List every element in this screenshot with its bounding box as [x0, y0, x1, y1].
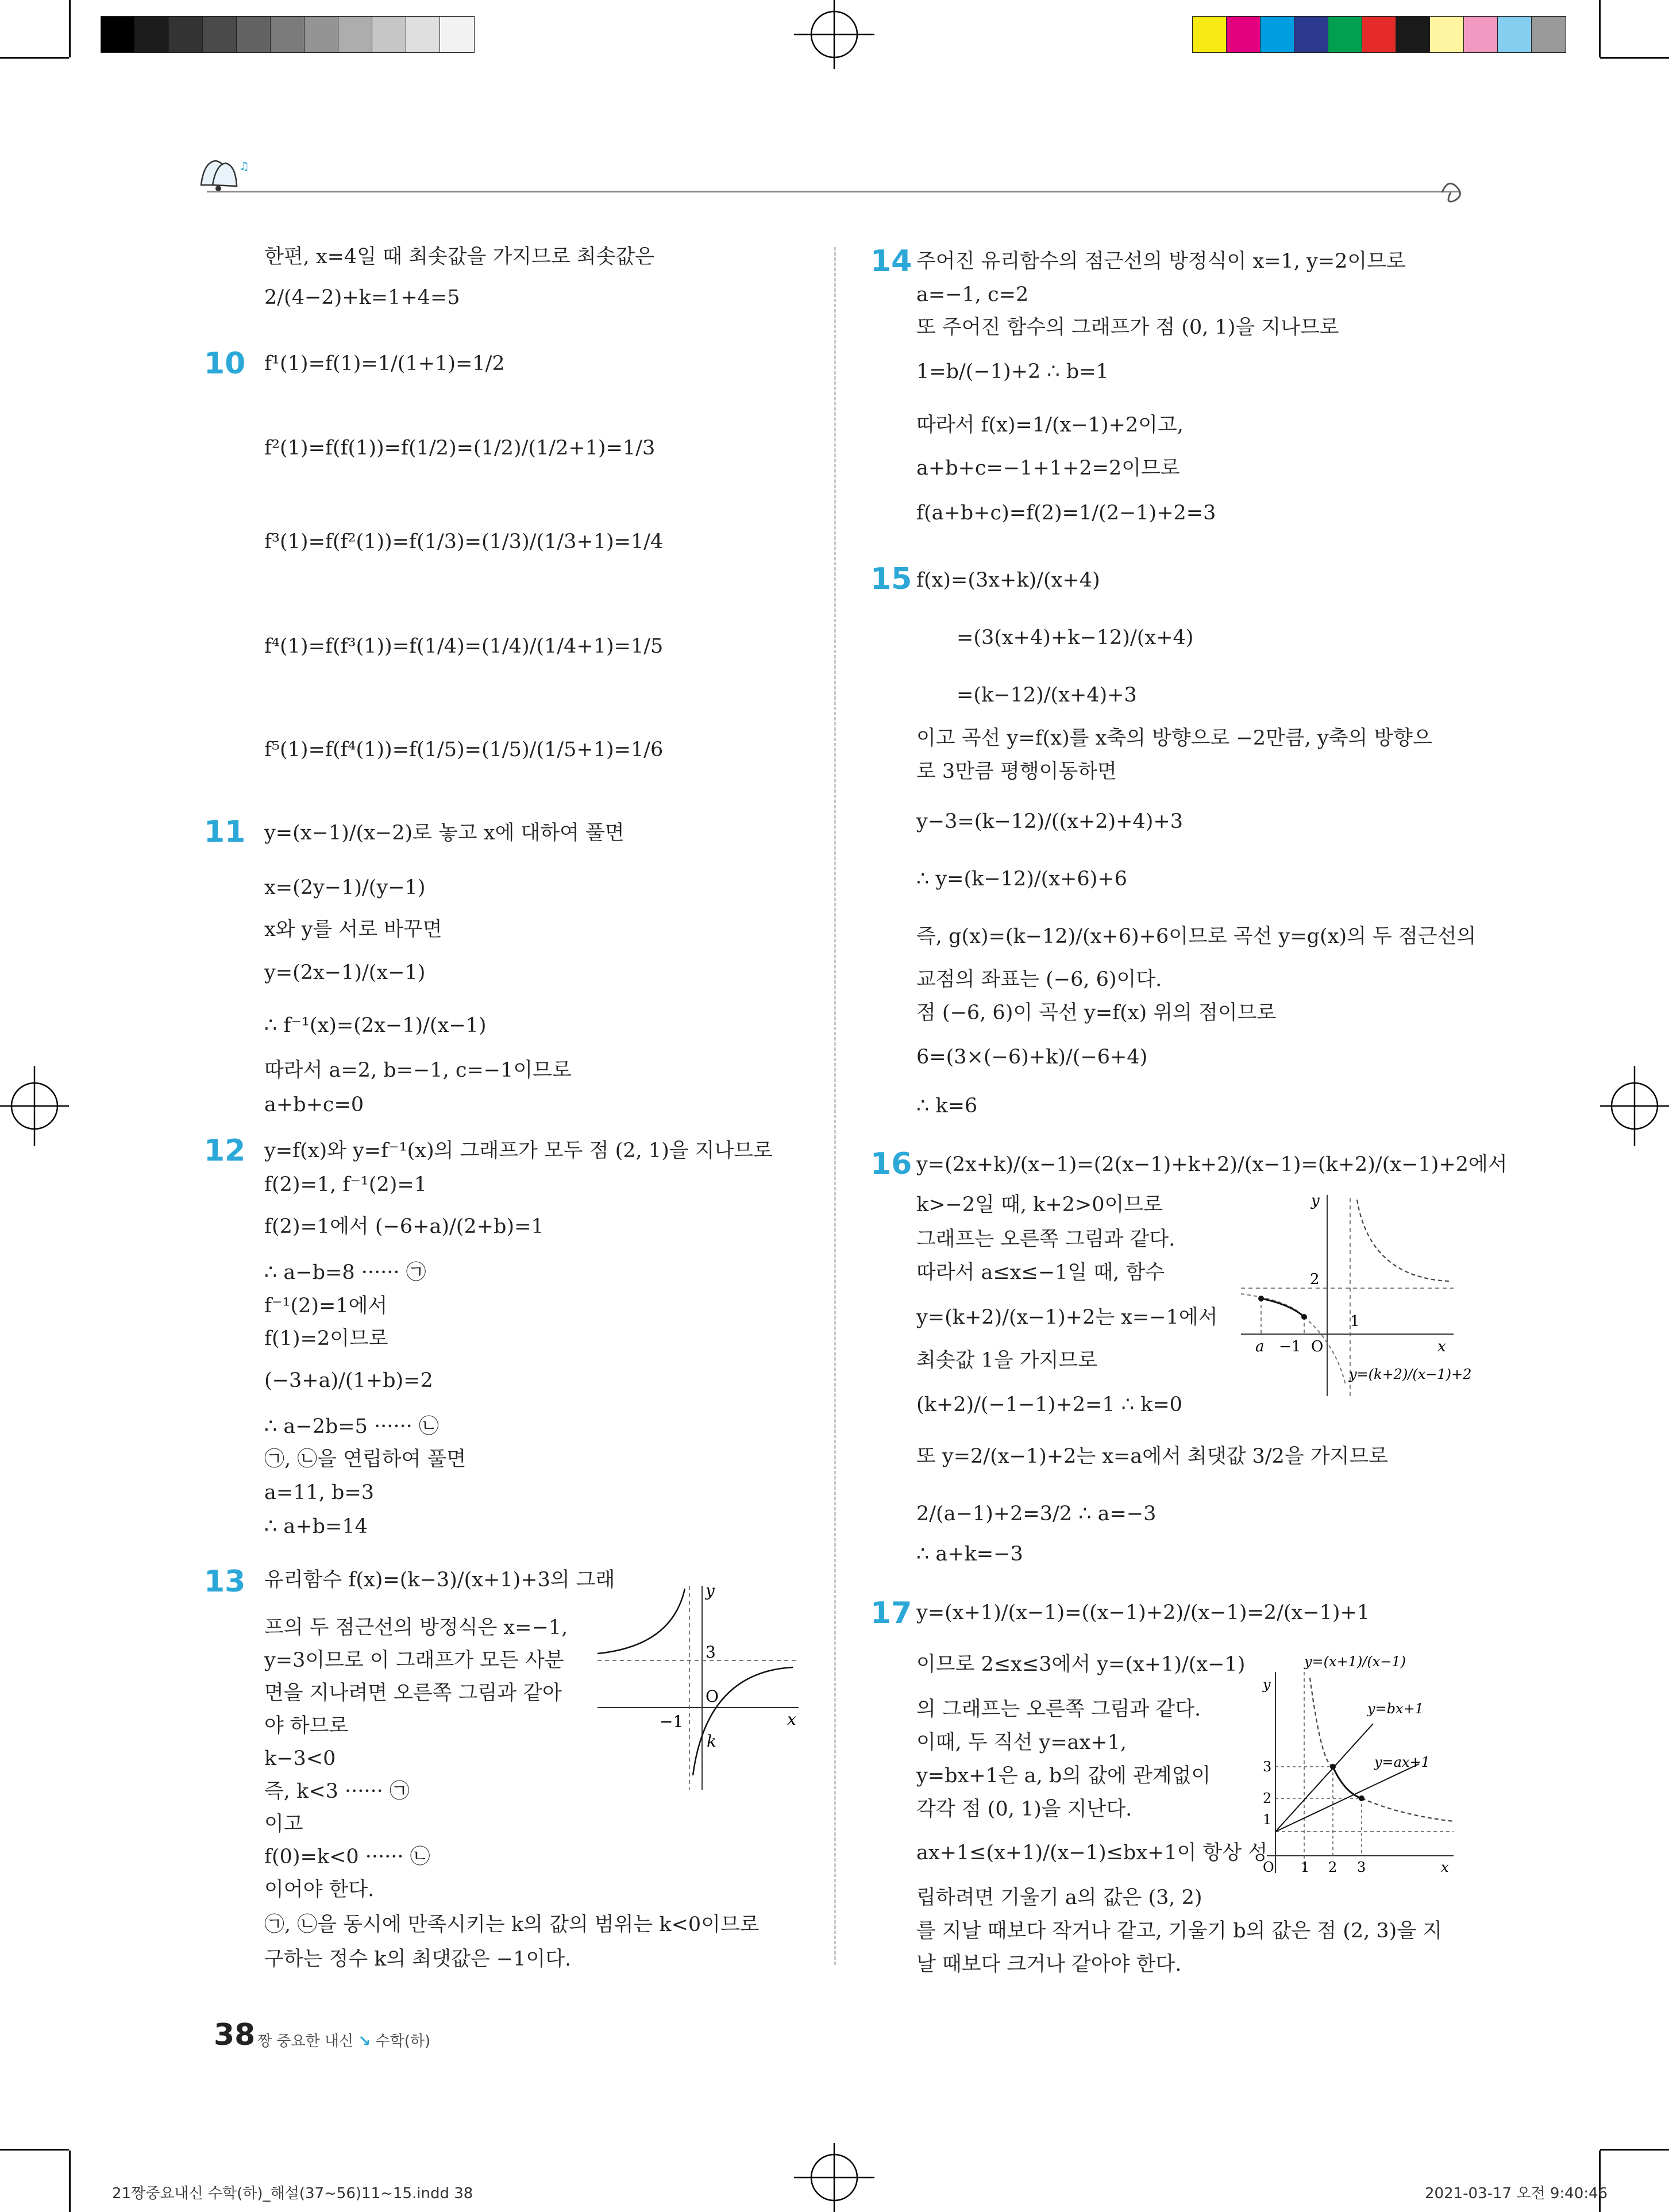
right-line: 즉, g(x)=(k−12)/(x+6)+6이므로 곡선 y=g(x)의 두 점근선의 — [916, 925, 1477, 948]
right-line: 2/(a−1)+2=3/2 ∴ a=−3 — [916, 1502, 1157, 1525]
left-line: ∴ f⁻¹(x)=(2x−1)/(x−1) — [264, 1014, 487, 1037]
book-title-subject: 수학(하) — [375, 2033, 431, 2050]
left-line: a+b+c=0 — [264, 1093, 364, 1116]
graph17-origin: O — [1263, 1859, 1274, 1875]
right-line: ∴ y=(k−12)/(x+6)+6 — [916, 868, 1127, 891]
left-line: y=(2x−1)/(x−1) — [264, 961, 426, 984]
left-line: f²(1)=f(f(1))=f(1/2)=(1/2)/(1/2+1)=1/3 — [264, 437, 656, 460]
color-swatch — [1362, 16, 1397, 53]
right-line: y−3=(k−12)/((x+2)+4)+3 — [916, 810, 1184, 833]
graph-problem-16 — [1235, 1189, 1472, 1402]
color-swatch — [134, 16, 169, 53]
graph13-tick-3: 3 — [706, 1643, 716, 1662]
book-title-main: 짱 중요한 내신 — [257, 2033, 354, 2050]
color-swatch — [1497, 16, 1532, 53]
left-line: 면을 지나려면 오른쪽 그림과 같아 — [264, 1682, 562, 1705]
graph16-curve-label: y=(k+2)/(x−1)+2 — [1349, 1366, 1472, 1382]
right-line: 그래프는 오른쪽 그림과 같다. — [916, 1228, 1175, 1251]
graph16-x-label: x — [1437, 1338, 1446, 1355]
graph16-tick-1: 1 — [1350, 1313, 1360, 1330]
left-line: f⁵(1)=f(f⁴(1))=f(1/5)=(1/5)/(1/5+1)=1/6 — [264, 738, 664, 761]
color-swatch — [338, 16, 373, 53]
left-line: 이고 — [264, 1813, 303, 1836]
left-line: x=(2y−1)/(y−1) — [264, 876, 426, 899]
right-line: (k+2)/(−1−1)+2=1 ∴ k=0 — [916, 1393, 1182, 1416]
left-line: ㉠, ㉡을 연립하여 풀면 — [264, 1448, 467, 1471]
color-swatch — [304, 16, 339, 53]
right-line: =(3(x+4)+k−12)/(x+4) — [957, 626, 1194, 649]
graph17-tick-y1: 1 — [1263, 1812, 1272, 1828]
graph17-x-label: x — [1441, 1859, 1449, 1875]
print-timestamp: 2021-03-17 오전 9:40:46 — [1425, 2185, 1608, 2202]
problem-number-16: 16 — [870, 1147, 912, 1181]
left-line: a=11, b=3 — [264, 1481, 374, 1504]
right-line: ax+1≤(x+1)/(x−1)≤bx+1이 항상 성 — [916, 1841, 1268, 1864]
left-line: f(1)=2이므로 — [264, 1327, 388, 1350]
left-line: 2/(4−2)+k=1+4=5 — [264, 286, 460, 309]
color-swatch — [440, 16, 475, 53]
left-line: 한편, x=4일 때 최솟값을 가지므로 최솟값은 — [264, 245, 655, 268]
graph17-tick-x1: 1 — [1301, 1859, 1310, 1875]
left-line: ∴ a−b=8 ······ ㉠ — [264, 1261, 426, 1284]
left-line: ㉠, ㉡을 동시에 만족시키는 k의 값의 범위는 k<0이므로 — [264, 1913, 760, 1936]
right-line: 또 y=2/(x−1)+2는 x=a에서 최댓값 3/2을 가지므로 — [916, 1445, 1389, 1468]
graph17-tick-y2: 2 — [1263, 1790, 1272, 1806]
graph-problem-13 — [592, 1574, 804, 1793]
color-swatch — [1328, 16, 1363, 53]
graph16-tick-2: 2 — [1310, 1271, 1320, 1288]
leaf-icon: ↘ — [358, 2033, 371, 2050]
color-swatch — [372, 16, 407, 53]
right-line: k>−2일 때, k+2>0이므로 — [916, 1193, 1163, 1216]
right-line: ∴ a+k=−3 — [916, 1543, 1023, 1566]
left-line: y=3이므로 이 그래프가 모든 사분 — [264, 1649, 564, 1672]
color-swatch — [406, 16, 441, 53]
right-line: f(a+b+c)=f(2)=1/(2−1)+2=3 — [916, 502, 1216, 525]
right-line: 따라서 a≤x≤−1일 때, 함수 — [916, 1261, 1165, 1284]
graph17-y-label: y — [1263, 1677, 1271, 1693]
problem-number-13: 13 — [204, 1564, 246, 1599]
left-line: f⁻¹(2)=1에서 — [264, 1294, 388, 1317]
left-line: y=f(x)와 y=f⁻¹(x)의 그래프가 모두 점 (2, 1)을 지나므로 — [264, 1139, 773, 1162]
graph17-tick-x3: 3 — [1357, 1859, 1366, 1875]
graph13-y-label: y — [706, 1581, 715, 1600]
problem-number-11: 11 — [204, 815, 246, 849]
right-line: 따라서 f(x)=1/(x−1)+2이고, — [916, 414, 1184, 437]
left-line: f⁴(1)=f(f³(1))=f(1/4)=(1/4)/(1/4+1)=1/5 — [264, 635, 664, 658]
right-line: 6=(3×(−6)+k)/(−6+4) — [916, 1046, 1148, 1069]
left-line: f¹(1)=f(1)=1/(1+1)=1/2 — [264, 352, 505, 375]
right-line: 이므로 2≤x≤3에서 y=(x+1)/(x−1) — [916, 1653, 1246, 1676]
color-swatch — [1260, 16, 1295, 53]
header-bell-decoration — [190, 151, 259, 202]
right-line: 또 주어진 함수의 그래프가 점 (0, 1)을 지나므로 — [916, 316, 1339, 339]
graph17-line-b-label: y=bx+1 — [1367, 1701, 1424, 1717]
color-swatch — [236, 16, 271, 53]
left-line: f(2)=1에서 (−6+a)/(2+b)=1 — [264, 1215, 544, 1238]
left-line: (−3+a)/(1+b)=2 — [264, 1369, 433, 1392]
right-line: 점 (−6, 6)이 곡선 y=f(x) 위의 점이므로 — [916, 1001, 1277, 1024]
right-line: 교점의 좌표는 (−6, 6)이다. — [916, 968, 1162, 991]
svg-text:♫: ♫ — [239, 159, 249, 173]
right-line: 로 3만큼 평행이동하면 — [916, 760, 1117, 783]
right-line: 를 지날 때보다 작거나 같고, 기울기 b의 값은 점 (2, 3)을 지 — [916, 1920, 1443, 1943]
left-line: ∴ a−2b=5 ······ ㉡ — [264, 1415, 439, 1438]
graph13-origin: O — [706, 1687, 719, 1706]
problem-number-15: 15 — [870, 562, 912, 596]
right-line: y=(2x+k)/(x−1)=(2(x−1)+k+2)/(x−1)=(k+2)/(x−1)+2에서 — [916, 1153, 1508, 1176]
problem-number-17: 17 — [870, 1596, 912, 1631]
right-line: 최솟값 1을 가지므로 — [916, 1349, 1097, 1372]
graph-problem-17 — [1252, 1649, 1459, 1879]
graph13-k-label: k — [707, 1732, 716, 1751]
graph17-tick-y3: 3 — [1263, 1759, 1272, 1775]
right-line: y=(x+1)/(x−1)=((x−1)+2)/(x−1)=2/(x−1)+1 — [916, 1601, 1370, 1624]
graph16-tick-minus1: −1 — [1279, 1338, 1301, 1355]
color-swatch — [1226, 16, 1261, 53]
problem-number-12: 12 — [204, 1134, 246, 1168]
left-line: 야 하므로 — [264, 1714, 349, 1737]
right-line: 립하려면 기울기 a의 값은 (3, 2) — [916, 1886, 1202, 1909]
right-line: =(k−12)/(x+4)+3 — [957, 684, 1137, 707]
color-swatch — [1531, 16, 1566, 53]
left-line: f(2)=1, f⁻¹(2)=1 — [264, 1173, 427, 1196]
right-line: 주어진 유리함수의 점근선의 방정식이 x=1, y=2이므로 — [916, 250, 1406, 273]
left-line: ∴ a+b=14 — [264, 1515, 368, 1538]
graph16-a-label: a — [1255, 1338, 1265, 1355]
color-swatch — [1396, 16, 1431, 53]
left-line: 구하는 정수 k의 최댓값은 −1이다. — [264, 1948, 572, 1971]
graph13-x-label: x — [787, 1710, 796, 1729]
color-swatch — [1294, 16, 1329, 53]
book-title — [257, 2029, 430, 2051]
graph16-y-label: y — [1311, 1192, 1320, 1209]
color-swatch — [270, 16, 305, 53]
graph16-origin: O — [1311, 1338, 1324, 1355]
color-swatch — [168, 16, 203, 53]
right-line: ∴ k=6 — [916, 1095, 978, 1117]
right-line: 날 때보다 크거나 같아야 한다. — [916, 1953, 1182, 1976]
right-line: 이고 곡선 y=f(x)를 x축의 방향으로 −2만큼, y축의 방향으 — [916, 727, 1432, 750]
left-line: 따라서 a=2, b=−1, c=−1이므로 — [264, 1059, 572, 1082]
right-line: 1=b/(−1)+2 ∴ b=1 — [916, 360, 1109, 383]
left-line: f(0)=k<0 ······ ㉡ — [264, 1845, 430, 1868]
right-line: a=−1, c=2 — [916, 283, 1029, 306]
left-line: 유리함수 f(x)=(k−3)/(x+1)+3의 그래 — [264, 1569, 615, 1591]
header-ribbon-knot — [1436, 175, 1471, 210]
column-divider — [834, 247, 836, 1965]
color-swatch — [202, 16, 237, 53]
problem-number-10: 10 — [204, 346, 246, 381]
right-line: 의 그래프는 오른쪽 그림과 같다. — [916, 1698, 1201, 1721]
left-line: 이어야 한다. — [264, 1878, 375, 1901]
graph17-curve-label: y=(x+1)/(x−1) — [1304, 1654, 1406, 1670]
right-line: a+b+c=−1+1+2=2이므로 — [916, 457, 1180, 480]
left-line: f³(1)=f(f²(1))=f(1/3)=(1/3)/(1/3+1)=1/4 — [264, 530, 664, 553]
color-swatch — [1463, 16, 1498, 53]
graph17-tick-x2: 2 — [1328, 1859, 1337, 1875]
right-line: y=(k+2)/(x−1)+2는 x=−1에서 — [916, 1306, 1218, 1329]
color-swatch — [1192, 16, 1227, 53]
left-line: 즉, k<3 ······ ㉠ — [264, 1780, 410, 1803]
indd-file-name: 21짱중요내신 수학(하)_해설(37~56)11~15.indd 38 — [112, 2185, 473, 2202]
left-line: x와 y를 서로 바꾸면 — [264, 918, 442, 941]
left-line: y=(x−1)/(x−2)로 놓고 x에 대하여 풀면 — [264, 822, 625, 845]
right-line: 각각 점 (0, 1)을 지난다. — [916, 1798, 1132, 1821]
left-line: 프의 두 점근선의 방정식은 x=−1, — [264, 1616, 568, 1639]
problem-number-14: 14 — [870, 244, 912, 279]
page-number: 38 — [214, 2018, 256, 2052]
right-line: 이때, 두 직선 y=ax+1, — [916, 1731, 1127, 1754]
right-line: y=bx+1은 a, b의 값에 관계없이 — [916, 1764, 1211, 1787]
graph13-tick-minus1: −1 — [660, 1712, 684, 1731]
color-swatch — [101, 16, 136, 53]
color-swatch — [1429, 16, 1464, 53]
left-line: k−3<0 — [264, 1747, 336, 1770]
graph17-line-a-label: y=ax+1 — [1374, 1754, 1430, 1770]
header-rule — [207, 191, 1459, 192]
right-line: f(x)=(3x+k)/(x+4) — [916, 569, 1100, 592]
